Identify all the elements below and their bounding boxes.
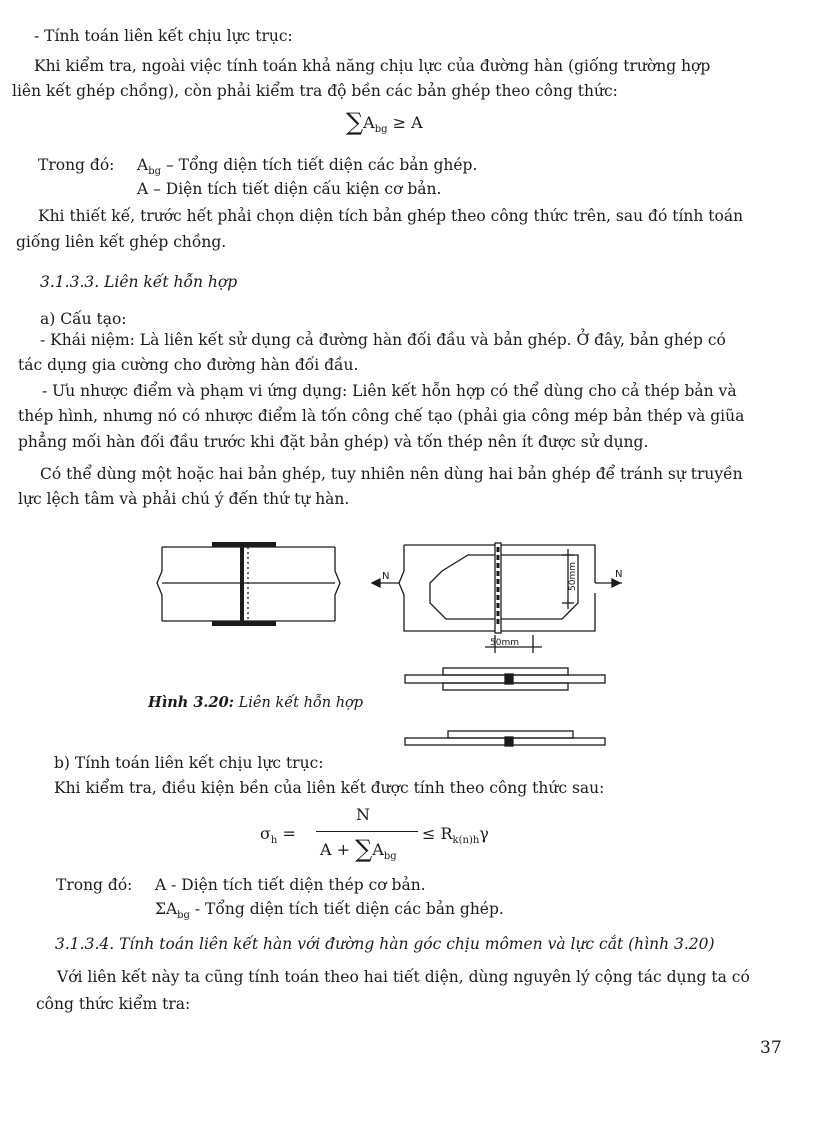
paragraph-line: lực lệch tâm và phải chú ý đến thứ tự hàn. (18, 490, 350, 508)
definition-a: A – Diện tích tiết diện cấu kiện cơ bản. (137, 180, 442, 198)
dimension-label-vertical: 50mm (568, 562, 578, 591)
section-view-one-plate (405, 731, 605, 746)
paragraph-line: Có thể dùng một hoặc hai bản ghép, tuy nhiên nên dùng hai bản ghép để tránh sự truyền (40, 465, 743, 483)
paragraph-line: Với liên kết này ta cũng tính toán theo hai tiết diện, dùng nguyên lý cộng tác dụng ta có (57, 968, 750, 986)
bullet-axial-calc: - Tính toán liên kết chịu lực trục: (34, 27, 293, 45)
where-label: Trong đó: (56, 876, 133, 894)
force-label-left: N (382, 571, 390, 582)
formula-sum-abg: $\sum A_{bg} \ge A$ (346, 108, 423, 136)
section-heading-3134: 3.1.3.4. Tính toán liên kết hàn với đường hàn góc chịu mômen và lực cắt (hình 3.20) (55, 935, 715, 953)
page-number: 37 (760, 1038, 782, 1058)
left-plate-drawing (157, 542, 340, 626)
paragraph-line: tác dụng gia cường cho đường hàn đối đầu. (18, 356, 359, 374)
section-view-two-plates (405, 668, 605, 690)
paragraph-line: Khi kiểm tra, ngoài việc tính toán khả năng chịu lực của đường hàn (giống trường hợp (34, 57, 711, 75)
paragraph-line: liên kết ghép chồng), còn phải kiểm tra độ bền các bản ghép theo công thức: (12, 82, 618, 100)
figure-caption: Hình 3.20: Liên kết hỗn hợp (148, 694, 364, 711)
section-heading-3133: 3.1.3.3. Liên kết hỗn hợp (40, 273, 238, 291)
paragraph-line: thép hình, nhưng nó có nhược điểm là tốn công chế tạo (phải gia công mép bản thép và giũa (18, 407, 745, 425)
paragraph-line: Khi thiết kế, trước hết phải chọn diện tích bản ghép theo công thức trên, sau đó tính toán (38, 207, 744, 225)
subheading-axial-calc: b) Tính toán liên kết chịu lực trục: (54, 754, 324, 772)
paragraph-line: - Ưu nhược điểm và phạm vi ứng dụng: Liên kết hỗn hợp có thể dùng cho cả thép bản và (42, 382, 737, 400)
formula-stress-check: $\sigma_h$ = N $A + \sum A_{bg}$ ≤ $R_{k(n)h}\gamma$ (260, 805, 489, 863)
definition-base-area: A - Diện tích tiết diện thép cơ bản. (155, 876, 426, 894)
force-label-right: N (615, 569, 623, 580)
definition-plate-area: $\Sigma A_{bg}$ - Tổng diện tích tiết diện các bản ghép. (155, 900, 504, 921)
where-label: Trong đó: (38, 156, 115, 174)
paragraph-line: phẳng mối hàn đối đầu trước khi đặt bản ghép) và tốn thép nên ít được sử dụng. (18, 433, 649, 451)
paragraph-line: giống liên kết ghép chồng. (16, 233, 227, 251)
paragraph-line: công thức kiểm tra: (36, 995, 191, 1013)
definition-abg: $A_{bg}$ – Tổng diện tích tiết diện các bản ghép. (137, 156, 478, 177)
dimension-label-horizontal: 50mm (490, 638, 519, 648)
figure-3-20 (150, 535, 623, 755)
paragraph-line: Khi kiểm tra, điều kiện bền của liên kết được tính theo công thức sau: (54, 779, 605, 797)
right-plate-drawing (372, 543, 622, 653)
subheading-structure: a) Cấu tạo: (40, 310, 127, 328)
paragraph-line: - Khái niệm: Là liên kết sử dụng cả đường hàn đối đầu và bản ghép. Ở đây, bản ghép có (40, 331, 726, 349)
